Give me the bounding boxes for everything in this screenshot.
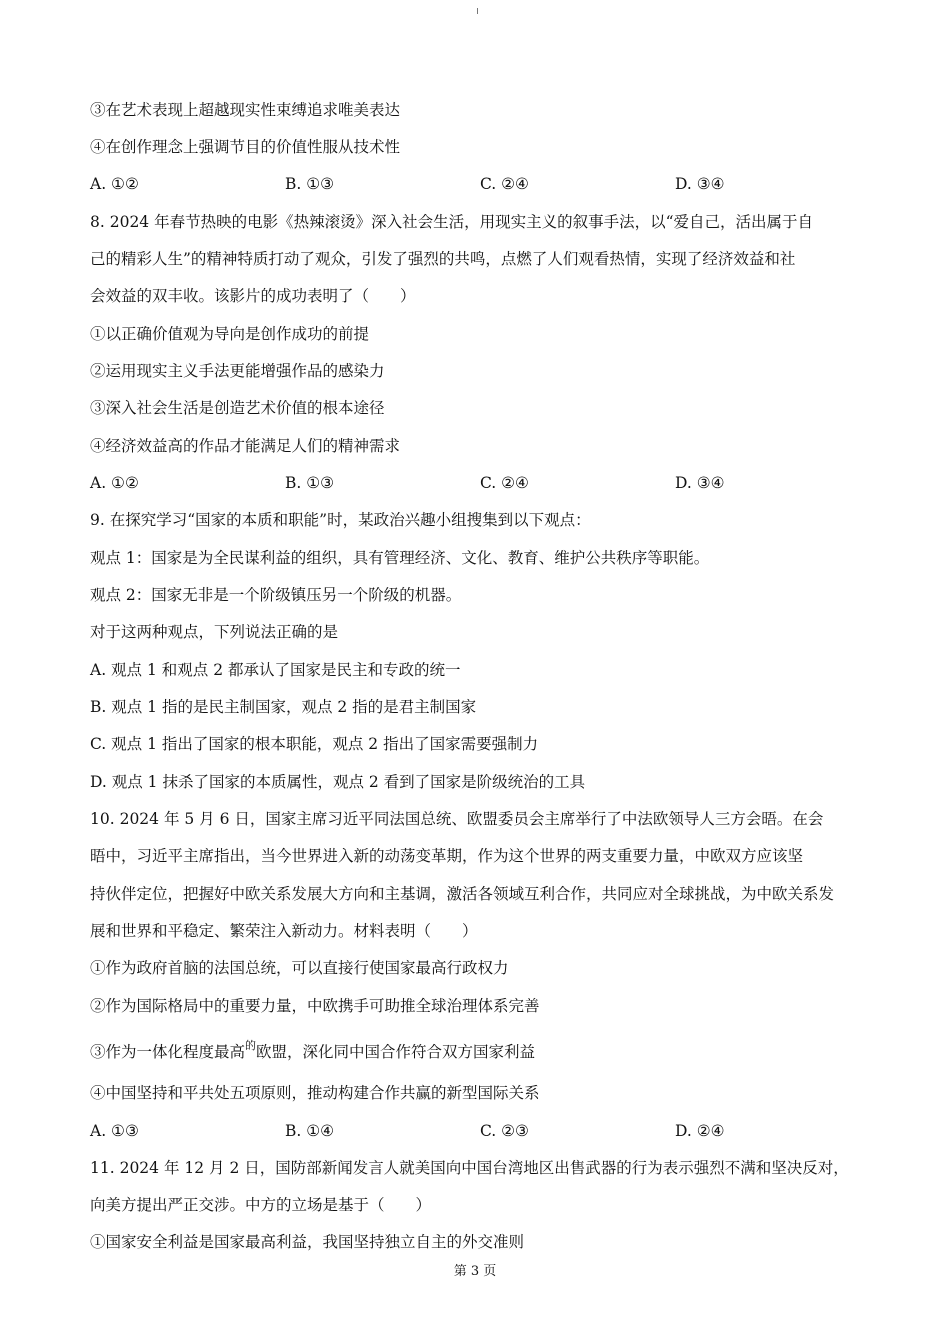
top-tick-mark (477, 8, 478, 14)
q10-statement-1: ①作为政府首脑的法国总统，可以直接行使国家最高行政权力 (90, 959, 509, 977)
q9-view-2: 观点 2：国家无非是一个阶级镇压另一个阶级的机器。 (90, 586, 462, 604)
q9-option-c: C. 观点 1 指出了国家的根本职能，观点 2 指出了国家需要强制力 (90, 735, 539, 753)
q8-option-c: C. ②④ (480, 474, 529, 492)
q7-options (90, 174, 880, 194)
q7-statement-4: ④在创作理念上强调节目的价值性服从技术性 (90, 138, 401, 156)
q10-stem-line-1: 10. 2024 年 5 月 6 日，国家主席习近平同法国总统、欧盟委员会主席举行了中法欧领导人三方会晤。在会 (90, 810, 824, 828)
q11-statement-1: ①国家安全利益是国家最高利益，我国坚持独立自主的外交准则 (90, 1233, 525, 1251)
q7-statement-3: ③在艺术表现上超越现实性束缚追求唯美表达 (90, 101, 401, 119)
q10-statement-2: ②作为国际格局中的重要力量，中欧携手可助推全球治理体系完善 (90, 997, 540, 1015)
q7-option-d: D. ③④ (675, 175, 725, 193)
q8-statement-2: ②运用现实主义手法更能增强作品的感染力 (90, 362, 385, 380)
q8-statement-4: ④经济效益高的作品才能满足人们的精神需求 (90, 437, 401, 455)
q9-stem: 9. 在探究学习“国家的本质和职能”时，某政治兴趣小组搜集到以下观点： (90, 511, 591, 529)
q9-view-1: 观点 1：国家是为全民谋利益的组织，具有管理经济、文化、教育、维护公共秩序等职能。 (90, 549, 710, 567)
q7-option-c: C. ②④ (480, 175, 529, 193)
q10-option-c: C. ②③ (480, 1122, 529, 1140)
q10-stem-line-3: 持伙伴定位，把握好中欧关系发展大方向和主基调，激活各领域互利合作，共同应对全球挑战，为中欧关系发 (90, 885, 835, 903)
q8-option-d: D. ③④ (675, 474, 725, 492)
q9-option-d: D. 观点 1 抹杀了国家的本质属性，观点 2 看到了国家是阶级统治的工具 (90, 773, 586, 791)
q8-statement-1: ①以正确价值观为导向是创作成功的前提 (90, 325, 370, 343)
q10-option-b: B. ①④ (285, 1122, 335, 1140)
q9-option-a: A. 观点 1 和观点 2 都承认了国家是民主和专政的统一 (90, 661, 461, 679)
q10-s3-part-2: 欧盟，深化同中国合作符合双方国家利益 (256, 1043, 536, 1061)
q8-stem-line-3: 会效益的双丰收。该影片的成功表明了（ ） (90, 287, 416, 305)
q7-option-a: A. ①② (90, 175, 139, 193)
q9-option-b: B. 观点 1 指的是民主制国家，观点 2 指的是君主制国家 (90, 698, 477, 716)
q10-stem-line-2: 晤中，习近平主席指出，当今世界进入新的动荡变革期，作为这个世界的两支重要力量，中欧双方应该坚 (90, 847, 804, 865)
q9-question: 对于这两种观点，下列说法正确的是 (90, 623, 339, 641)
q11-stem-line-2: 向美方提出严正交涉。中方的立场是基于（ ） (90, 1196, 432, 1214)
q8-stem-line-1: 8. 2024 年春节热映的电影《热辣滚烫》深入社会生活，用现实主义的叙事手法，以“爱自己，活出属于自 (90, 213, 814, 231)
q10-options (90, 1121, 880, 1141)
q10-s3-superscript: 的 (245, 1039, 257, 1052)
q8-options (90, 473, 880, 493)
q8-option-b: B. ①③ (285, 474, 335, 492)
q10-option-a: A. ①③ (90, 1122, 139, 1140)
q10-option-d: D. ②④ (675, 1122, 725, 1140)
q8-statement-3: ③深入社会生活是创造艺术价值的根本途径 (90, 399, 385, 417)
q7-option-b: B. ①③ (285, 175, 335, 193)
q10-statement-3 (90, 1039, 880, 1064)
q10-stem-line-4: 展和世界和平稳定、繁荣注入新动力。材料表明（ ） (90, 922, 478, 940)
q8-stem-line-2: 己的精彩人生”的精神特质打动了观众，引发了强烈的共鸣，点燃了人们观看热情，实现了经济效益和社 (90, 250, 796, 268)
q10-s3-part-1: ③作为一体化程度最高 (90, 1043, 246, 1061)
page-number: 第 3 页 (453, 1264, 497, 1279)
q10-statement-4: ④中国坚持和平共处五项原则，推动构建合作共赢的新型国际关系 (90, 1084, 540, 1102)
q8-option-a: A. ①② (90, 474, 139, 492)
q11-stem-line-1: 11. 2024 年 12 月 2 日，国防部新闻发言人就美国向中国台湾地区出售武器的行为表示强烈不满和坚决反对， (90, 1159, 849, 1177)
